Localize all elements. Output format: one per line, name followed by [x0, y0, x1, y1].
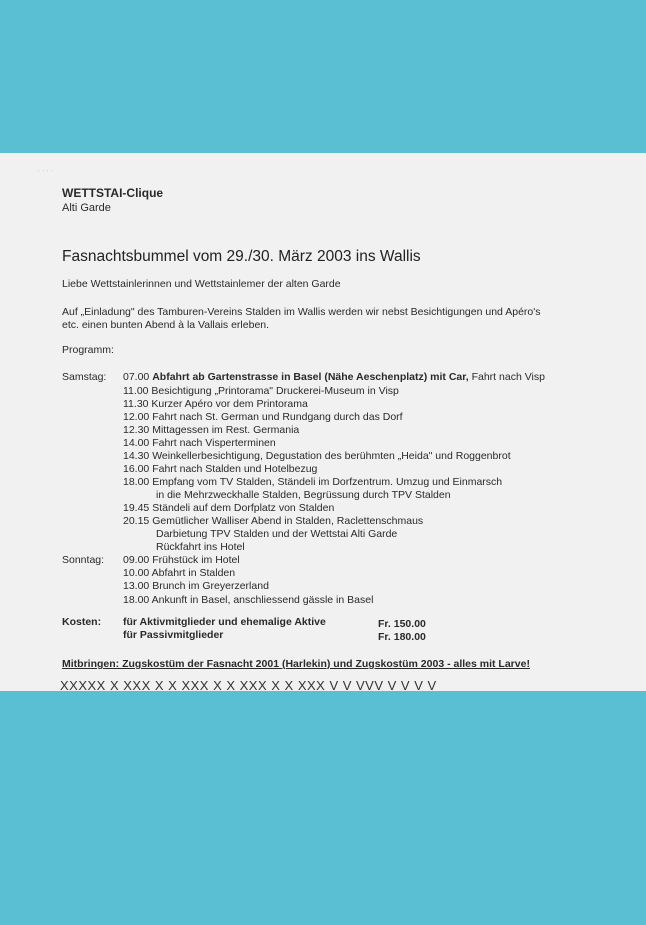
- intro-line-2: etc. einen bunten Abend à la Vallais erleben.: [62, 319, 270, 331]
- schedule-item: 11.30 Kurzer Apéro vor dem Printorama: [123, 398, 308, 410]
- schedule-item: 10.00 Abfahrt in Stalden: [123, 567, 236, 579]
- first-bold: Abfahrt ab Gartenstrasse in Basel (Nähe Aeschenplatz) mit Car,: [152, 371, 469, 383]
- greeting: Liebe Wettstainlerinnen und Wettstainlemer der alten Garde: [62, 278, 341, 290]
- schedule-continuation: Rückfahrt ins Hotel: [156, 541, 245, 553]
- cost-desc: für Aktivmitglieder und ehemalige Aktive: [123, 616, 326, 628]
- schedule-item: 12.30 Mittagessen im Rest. Germania: [123, 424, 300, 436]
- paper-mark: ˙ ˙ ˙ ˙: [38, 171, 54, 178]
- schedule-item: 12.00 Fahrt nach St. German und Rundgang durch das Dorf: [123, 411, 403, 423]
- schedule-continuation: in die Mehrzweckhalle Stalden, Begrüssung durch TPV Stalden: [156, 489, 451, 501]
- cut-line: XXXXX X XXX X X XXX X X XXX X X XXX V V VVV V V V V: [60, 678, 437, 693]
- schedule-item: 19.45 Ständeli auf dem Dorfplatz von Stalden: [123, 502, 335, 514]
- schedule-item-first: [123, 371, 545, 384]
- first-rest: Fahrt nach Visp: [468, 371, 545, 383]
- intro-line-1: Auf „Einladung" des Tamburen-Vereins Stalden im Wallis werden wir nebst Besichtigungen und Apéro's: [62, 306, 541, 318]
- cost-price: Fr. 180.00: [378, 631, 426, 643]
- letter-page: [0, 153, 646, 691]
- schedule-item: 18.00 Ankunft in Basel, anschliessend gässle in Basel: [123, 594, 374, 606]
- bring-note: Mitbringen: Zugskostüm der Fasnacht 2001 (Harlekin) und Zugskostüm 2003 - alles mit Larve!: [62, 658, 530, 670]
- club-subtitle: Alti Garde: [62, 202, 111, 214]
- schedule-item: 20.15 Gemütlicher Walliser Abend in Stalden, Raclettenschmaus: [123, 515, 424, 527]
- schedule-item: 11.00 Besichtigung „Printorama" Druckerei-Museum in Visp: [123, 385, 399, 397]
- sunday-label: Sonntag:: [62, 554, 105, 566]
- costs-label: Kosten:: [62, 616, 102, 628]
- schedule-item: 09.00 Frühstück im Hotel: [123, 554, 240, 566]
- document-title: Fasnachtsbummel vom 29./30. März 2003 ins Wallis: [62, 248, 421, 265]
- schedule-item: 18.00 Empfang vom TV Stalden, Ständeli im Dorfzentrum. Umzug und Einmarsch: [123, 476, 503, 488]
- program-label: Programm:: [62, 344, 114, 356]
- cost-desc: für Passivmitglieder: [123, 629, 224, 641]
- schedule-item: 14.30 Weinkellerbesichtigung, Degustation des berühmten „Heida" und Roggenbrot: [123, 450, 511, 462]
- schedule-item: 13.00 Brunch im Greyerzerland: [123, 580, 269, 592]
- first-time: 07.00: [123, 371, 150, 383]
- cost-price: Fr. 150.00: [378, 618, 426, 630]
- schedule-item: 14.00 Fahrt nach Visperterminen: [123, 437, 276, 449]
- club-name: WETTSTAI-Clique: [62, 186, 164, 200]
- schedule-item: 16.00 Fahrt nach Stalden und Hotelbezug: [123, 463, 318, 475]
- saturday-label: Samstag:: [62, 371, 107, 383]
- schedule-continuation: Darbietung TPV Stalden und der Wettstai Alti Garde: [156, 528, 398, 540]
